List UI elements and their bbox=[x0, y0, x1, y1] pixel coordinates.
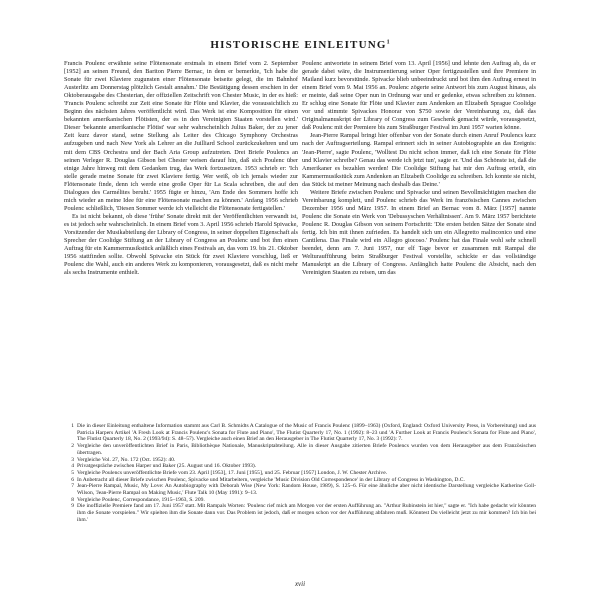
title-footnote-ref: 1 bbox=[386, 39, 390, 46]
page-number: xvii bbox=[294, 580, 306, 588]
footnote-text: Jean-Pierre Rampal, Music, My Love: An Autobiography with Deborah Wise (New York: Random House, 1989), S. 125–6. Für eine ähnliche aber nicht identische Darstellung vergleiche Katherine Goll-Wilson, 'Jean-Pierre Rampal on Making Music,' Flute Talk 10 (May 1991): 9–13. bbox=[77, 483, 536, 497]
footnote-text: Vergleiche Vol. 27, No. 172 (Oct. 1952): 40. bbox=[77, 456, 176, 463]
footnote-text: Die in dieser Einleitung enthaltene Information stammt aus Carl B. Schmidts A Catalogue of the Music of Francis Poulenc (1899–1963) (Oxford, England: Oxford University Press, in Vorbereitung) und aus Patricia Harpers Artikel 'A Fresh Look at Francis Poulenc's Sonata for Flute and Piano', The Flutist Quarterly 17, No. 1 (1992): 8–23 und 'A Further Look at Francis Poulenc's Sonata for Flute and Piano', The Flutist Quarterly 18, No. 2 (1993/94): S. 48–57). Vergleiche auch einen Brief an den Herausgeber in The Flutist Quarterly 17, No. 3 (1992): 7. bbox=[77, 423, 536, 443]
right-paragraph-3: Weitere Briefe zwischen Poulenc und Spivacke und seinen Bevollmächtigten machen die Vereinbarung komplett, und Poulenc schrieb das Werk im französischen Cannes zwischen Dezember 1956 und März 1957. In einem Brief an Bernac vom 8. März [1957] nannte Poulenc die Sonate ein Werk von 'Debussyschen Verhältnissen'. Am 9. März 1957 berichtete Poulenc R. Douglas Gibson von seinem Fortschritt: 'Die ersten beiden Sätze der Sonate sind fertig. Ich bin mit ihnen zufrieden. Es handelt sich um ein Allegretto malinconico und eine Cantilena. Das Finale wird ein Allegro giocoso.' Poulenc hat das Finale wohl sehr schnell beendet, denn am 7. Juni 1957, nur elf Tage bevor er zusammen mit Rampal die Welturaufführung beim Straßburger Festival vorstellte, schickte er das vollständige Manuskript an die Library of Congress. Anfänglich hatte Poulenc die Absicht, nach den Vereinigten Staaten zu reisen, um das bbox=[302, 188, 536, 277]
right-text-column bbox=[302, 60, 536, 416]
footnote-text: In Anbetracht all dieser Briefe zwischen Poulenc, Spivacke und Mitarbeitern, vergleiche 'Music Division Old Correspondence' in der Library of Congress in Washington, D.C. bbox=[77, 476, 465, 483]
footnote-number: 6 bbox=[71, 476, 74, 483]
footnote bbox=[64, 423, 536, 443]
footnote-text: Privatgespräche zwischen Harper und Baker (25. August und 16. Oktober 1993). bbox=[77, 463, 257, 470]
footnote-text: Die inoffizielle Premiere fand am 17. Juni 1957 statt. Mit Rampals Worten: 'Poulenc rief mich am Morgen vor der ersten Aufführung an. "Arthur Rubinstein ist hier," sagte er. "Ich habe gedacht wir könnten ihm die Sonate vorspielen." Wir spielten ihm die Sonate dann vor. Das Problem ist jedoch, daß er morgen schon vor der Aufführung abfahren muß. Könntest Du vielleicht jetzt zu mir kommen? Ich bin bei ihm.' bbox=[77, 503, 536, 523]
footnote bbox=[64, 470, 536, 477]
footnote-number: 5 bbox=[71, 469, 74, 476]
page-title-text: HISTORISCHE EINLEITUNG bbox=[210, 39, 387, 51]
page-title bbox=[0, 39, 600, 51]
footnote-number: 9 bbox=[71, 503, 74, 510]
footnote-text: Vergleiche den unveröffentlichten Brief in Paris, Bibliothèque Nationale, Manuskriptabteilung. Alle in dieser Ausgabe zitierten Briefe Poulencs wurden von dem Herausgeber aus dem Französischen übertragen. bbox=[77, 443, 536, 456]
footnote-number: 4 bbox=[71, 463, 74, 470]
footnote-number: 1 bbox=[71, 423, 74, 429]
footnote-number: 7 bbox=[71, 483, 74, 490]
footnote-number: 3 bbox=[71, 456, 74, 463]
footnote-text: Vergleiche Poulencs unveröffentlichte Briefe vom 23. April [1953], 17. Juni [1955], und 25. Februar [1957] London, J. W. Chester Archive. bbox=[77, 469, 388, 476]
right-paragraph-1: Poulenc antwortete in seinem Brief vom 13. April [1956] und lehnte den Auftrag ab, da er gerade dabei wäre, die Instrumentierung seiner Oper fertigzustellen und ihre Premiere in Mailand kurz bevorstünde. Spivacke blieb unbeeindruckt und bot ihm den Auftrag erneut in einem Brief vom 9. Mai 1956 an. Poulenc zögerte seine Antwort bis zum August hinaus, als er meinte, daß seine Oper nun in Ordnung war und er gedenke, etwas schreiben zu können. Er schlug eine Sonate für Flöte und Klavier zum Andenken an Elizabeth Sprague Coolidge vor und stimmte Spivackes Honorar von $750 sowie der Vereinbarung zu, daß das Originalmanuskript der Library of Congress zum Geschenk gemacht würde, vorausgesetzt, daß Poulenc mit der Premiere bis zum Straßburger Festival im Juni 1957 warten könne. bbox=[302, 60, 536, 132]
left-paragraph-2: Es ist nicht bekannt, ob diese 'frühe' Sonate direkt mit der Veröffentlichten verwandt ist, es ist jedoch sehr wahrscheinlich. In einem Brief vom 3. April 1956 schrieb Harold Spivacke, Vorsitzender der Musikabteilung der Library of Congress, in seiner doppelten Eigenschaft als Sprecher der Coolidge Stiftung an der Library of Congress an Poulenc und bot ihm einen Auftrag für ein Kammermusikstück anläßlich eines Festivals an, das vom 19. bis 21. Oktober 1956 stattfinden sollte. Obwohl Spivacke ein Stück für zwei Klaviere vorschlug, ließ er Poulenc die Wahl, auch ein anderes Werk zu komponieren, vorausgesetzt, daß es nicht mehr als sechs Instrumente enthielt. bbox=[64, 212, 298, 277]
right-paragraph-2: Jean-Pierre Rampal bringt hier offenbar von der Sonate durch einen Anruf Poulencs kurz nach der Auftragserteilung. Rampal erinnert sich in seiner Autobiographie an das Ereignis: 'Jean-Pierre', sagte Poulenc, 'Wolltest Du nicht schon immer, daß ich eine Sonate für Flöte und Klavier schreibe? Genau das werde ich jetzt tun', sagte er. 'Und das Schönste ist, daß die Amerikaner es bezahlen werden! Die Coolidge Stiftung hat mir den Auftrag erteilt, ein Kammermusikstück zum Andenken an Elizabeth Coolidge zu schreiben. Ich konnte sie nicht, das Stück ist meiner Meinung nach deshalb das Deine.' bbox=[302, 132, 536, 188]
footnote bbox=[64, 503, 536, 523]
footnote bbox=[64, 483, 536, 496]
footnotes-section bbox=[64, 423, 536, 591]
left-text-column bbox=[64, 60, 298, 416]
footnote-number: 2 bbox=[71, 443, 74, 450]
footnote bbox=[64, 463, 536, 470]
footnote bbox=[64, 443, 536, 456]
left-paragraph-1: Francis Poulenc erwähnte seine Flötensonate erstmals in einem Brief vom 2. September [1952] an seinen Freund, den Bariton Pierre Bernac, in dem er bemerkte, 'Ich habe die Sonate für zwei Klaviere zugunsten einer Flötensonate beiseite gelegt, die im Bahnhof Austerlitz am Donnerstag plötzlich Gestalt annahm.' Die Bestätigung dessen erschien in der Oktoberausgabe des Chesterian, der offiziellen Zeitschrift von Chester Music, in der es hieß: 'Francis Poulenc schreibt zur Zeit eine Sonate für Flöte und Klavier, die voraussichtlich zu Beginn des nächsten Jahres veröffentlicht wird. Das Werk ist eine Komposition für einen bekannten amerikanischen Flötisten, der es in den Vereinigten Staaten vorstellen wird.' Dieser 'bekannte amerikanische Flötist' war sehr wahrscheinlich Julius Baker, der zu jener Zeit kurz davor stand, seine Stellung als Leiter des Chicago Symphony Orchestras aufzugeben und nach New York als Lehrer an die Juilliard School zurückzukehren und um mit dem CBS Orchestra und der Bach Aria Group aufzutreten. Drei Briefe Poulencs an seinen Verleger R. Douglas Gibson bei Chester weisen darauf hin, daß sich Poulenc über einige Jahre hinweg mit dem Gedanken trug, das Werk fortzusetzen. 1953 schrieb er: 'Ich stelle gerade meine Sonate für zwei Klaviere fertig. Wer weiß, ob ich jemals wieder zur Flötensonate finde, denn ich werde eine große Oper für La Scala schreiben, die auf den Dialogues des Carmélites beruht.' 1955 fügte er hinzu, 'Am Ende des Sommers hoffe ich mich wieder an meine Idee für eine Flötensonate machen zu können.' Anfang 1956 schrieb Poulenc schließlich, 'Diesen Sommer werde ich vielleicht die Flötensonate fertigstellen.' bbox=[64, 60, 298, 212]
footnote-number: 8 bbox=[71, 496, 74, 503]
footnote-text: Vergleiche Poulenc, Correspondance, 1915–1963, S. 209. bbox=[77, 496, 205, 503]
